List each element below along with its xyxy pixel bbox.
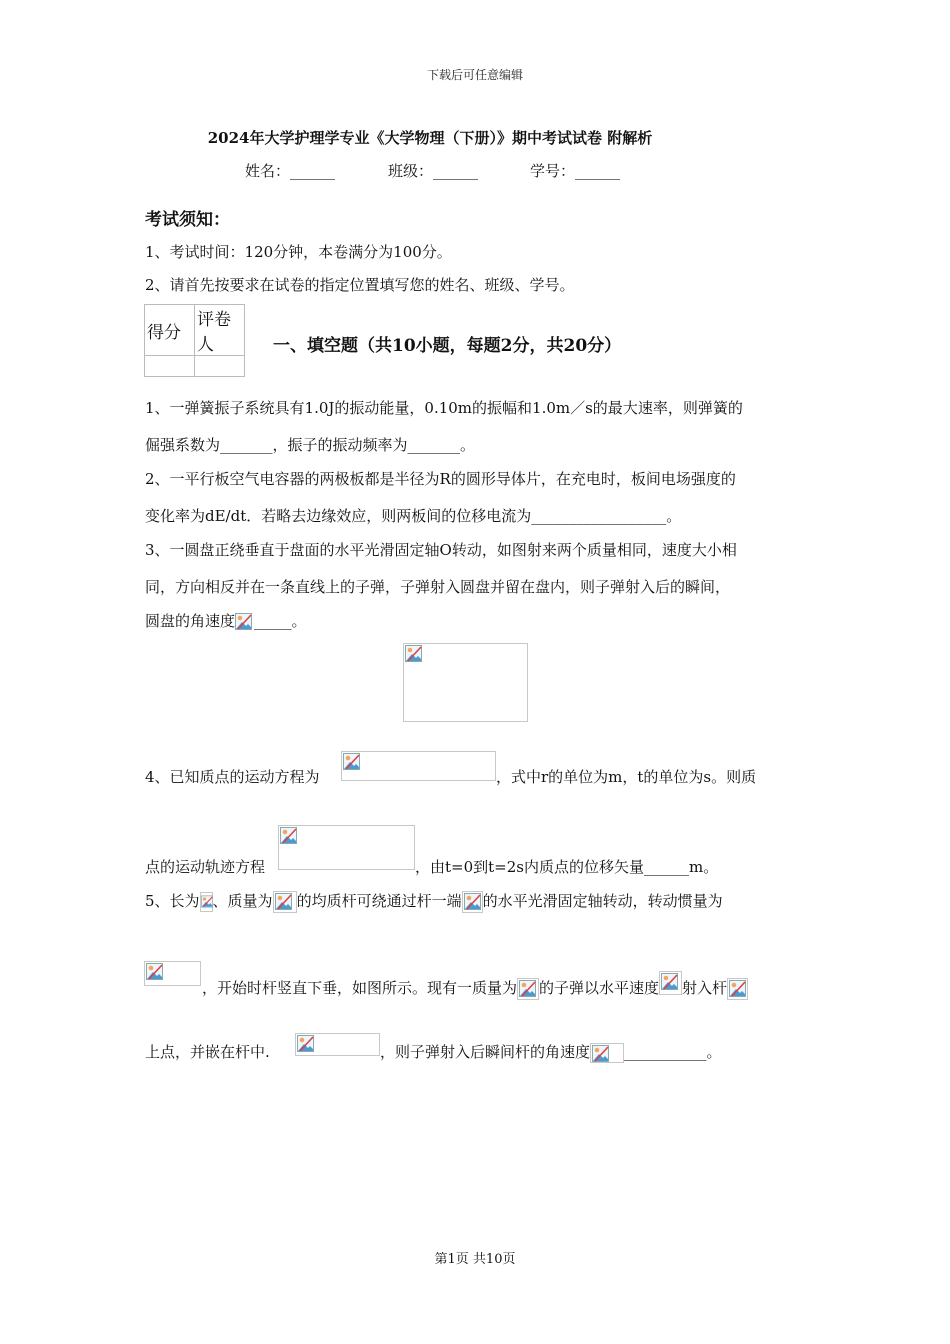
question-3-line-1: 3、一圆盘正绕垂直于盘面的水平光滑固定轴O转动，如图射来两个质量相同，速度大小相 xyxy=(145,541,737,559)
exam-title: 2024年大学护理学专业《大学物理（下册）》期中考试试卷 附解析 xyxy=(207,129,653,147)
q3-blank: _____。 xyxy=(254,612,307,630)
moment-of-inertia-image xyxy=(144,961,201,986)
question-1-line-1: 1、一弹簧振子系统具有1.0J的振动能量，0.10m的振幅和1.0m／s的最大速率，则弹簧的 xyxy=(145,399,743,417)
section-title: 一、填空题（共10小题，每题2分，共20分） xyxy=(273,336,622,356)
broken-image-icon xyxy=(727,978,748,1000)
broken-image-icon xyxy=(273,891,297,913)
question-3-line-2: 同，方向相反并在一条直线上的子弹，子弹射入圆盘并留在盘内，则子弹射入后的瞬间， xyxy=(145,578,731,596)
q5-text-c: 的均质杆可绕通过杆一端 xyxy=(296,892,462,910)
broken-image-icon xyxy=(590,1043,624,1063)
question-2-line-1: 2、一平行板空气电容器的两极板都是半径为R的圆形导体片，在充电时，板间电场强度的 xyxy=(145,470,736,488)
motion-equation-image xyxy=(341,751,496,781)
trajectory-equation-image xyxy=(278,825,415,870)
notice-item: 2、请首先按要求在试卷的指定位置填写您的姓名、班级、学号。 xyxy=(145,276,575,294)
condition-image xyxy=(295,1033,380,1056)
broken-image-icon xyxy=(462,891,483,913)
q5-text-i: ，则子弹射入后瞬间杆的角速度 xyxy=(380,1043,591,1061)
broken-image-icon xyxy=(235,613,254,632)
broken-image-icon xyxy=(517,978,539,1000)
notice-item: 1、考试时间：120分钟，本卷满分为100分。 xyxy=(145,243,452,261)
question-4-line-2-d: ，由t=0到t=2s内质点的位移矢量______m。 xyxy=(415,858,719,876)
question-2-line-2: 变化率为dE/dt．若略去边缘效应，则两板间的位移电流为__________________。 xyxy=(145,507,682,525)
page-footer: 第1页 共10页 xyxy=(434,1252,516,1267)
notice-heading: 考试须知： xyxy=(145,210,230,230)
q5-text-g: 射入杆 xyxy=(682,979,728,997)
broken-image-icon xyxy=(659,971,682,995)
q3-figure-image xyxy=(403,643,528,722)
question-1-line-2: 倔强系数为_______，振子的振动频率为_______。 xyxy=(145,436,476,454)
q5-text-b: 、质量为 xyxy=(212,892,273,910)
question-5-line-2 xyxy=(202,971,748,1000)
score-cell xyxy=(145,356,195,377)
question-5-line-1 xyxy=(145,890,723,913)
grader-header: 评卷人 xyxy=(195,305,245,356)
question-4-line-1-a: 4、已知质点的运动方程为 xyxy=(145,768,320,786)
question-5-line-3 xyxy=(380,1041,722,1063)
q5-text-e: ，开始时杆竖直下垂，如图所示。现有一质量为 xyxy=(202,979,518,997)
question-4-line-2-c: 点的运动轨迹方程 xyxy=(145,858,266,876)
name-field: 姓名：______ xyxy=(245,162,336,180)
question-5-line-3-h: 上点，并嵌在杆中. xyxy=(145,1043,270,1061)
score-header: 得分 xyxy=(145,305,195,356)
grader-cell xyxy=(195,356,245,377)
q3-text: 圆盘的角速度 xyxy=(145,612,236,630)
class-field: 班级：______ xyxy=(388,162,479,180)
question-4-line-1-b: ，式中r的单位为m，t的单位为s。则质 xyxy=(496,768,757,786)
question-3-line-3 xyxy=(145,610,307,632)
q5-text-a: 5、长为 xyxy=(145,892,200,910)
q5-text-f: 的子弹以水平速度 xyxy=(539,979,660,997)
score-table xyxy=(144,304,245,377)
q5-text-d: 的水平光滑固定轴转动，转动惯量为 xyxy=(482,892,723,910)
broken-image-icon xyxy=(200,892,213,912)
download-note: 下载后可任意编辑 xyxy=(426,68,523,82)
student-id-field: 学号：______ xyxy=(530,162,621,180)
q5-blank: ___________。 xyxy=(624,1043,722,1061)
